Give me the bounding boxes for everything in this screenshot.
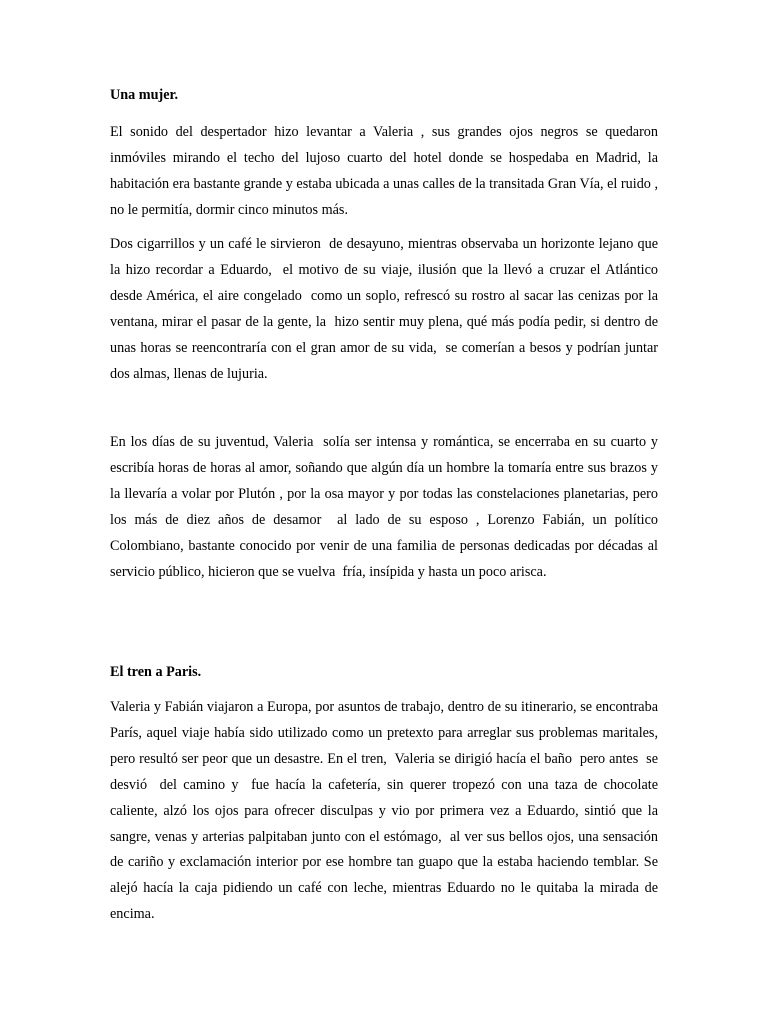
paragraph-despertador: El sonido del despertador hizo levantar a Valeria , sus grandes ojos negros se quedaron inmóviles mirando el techo del lujoso cuarto del hotel donde se hospedaba en Madrid, la habitación era bastante grande y estaba ubicada a unas calles de la transitada Gran Vía, el ruido , no le permitía, dormir cinco minutos más. bbox=[110, 124, 662, 218]
section-heading-una-mujer: Una mujer. bbox=[110, 87, 179, 103]
paragraph-cigarrillos: Dos cigarrillos y un café le sirvieron de desayuno, mientras observaba un horizonte lejano que la hizo recordar a Eduardo, el motivo de su viaje, ilusión que la llevó a cruzar el Atlántico desde América, el aire congelado como un soplo, refrescó su rostro al sacar las cenizas por la ventana, mirar el pasar de la gente, la hizo sentir muy plena, qué más podía pedir, si dentro de unas horas se reencontraría con el gran amor de su vida, se comerían a besos y podrían juntar dos almas, llenas de lujuria. bbox=[110, 236, 662, 382]
document-page bbox=[110, 0, 662, 1024]
paragraph-juventud: En los días de su juventud, Valeria solía ser intensa y romántica, se encerraba en su cuarto y escribía horas de horas al amor, soñando que algún día un hombre la tomaría entre sus brazos y la llevaría a volar por Plutón , por la osa mayor y por todas las constelaciones planetarias, pero los más de diez años de desamor al lado de su esposo , Lorenzo Fabián, un político Colombiano, bastante conocido por venir de una familia de personas dedicadas por décadas al servicio público, hicieron que se vuelva fría, insípida y hasta un poco arisca. bbox=[110, 434, 662, 580]
paragraph-viaje-europa: Valeria y Fabián viajaron a Europa, por asuntos de trabajo, dentro de su itinerario, se encontraba París, aquel viaje había sido utilizado como un pretexto para arreglar sus problemas maritales, pero resultó ser peor que un desastre. En el tren, Valeria se dirigió hacía el baño pero antes se desvió del camino y fue hacía la cafetería, sin querer tropezó con una taza de chocolate caliente, alzó los ojos para ofrecer disculpas y vio por primera vez a Eduardo, sintió que la sangre, venas y arterias palpitaban junto con el estómago, al ver sus bellos ojos, una sensación de cariño y exclamación interior por ese hombre tan guapo que la estaba haciendo temblar. Se alejó hacía la caja pidiendo un café con leche, mientras Eduardo no le quitaba la mirada de encima. bbox=[110, 699, 662, 923]
section-heading-el-tren-a-paris: El tren a Paris. bbox=[110, 664, 202, 680]
